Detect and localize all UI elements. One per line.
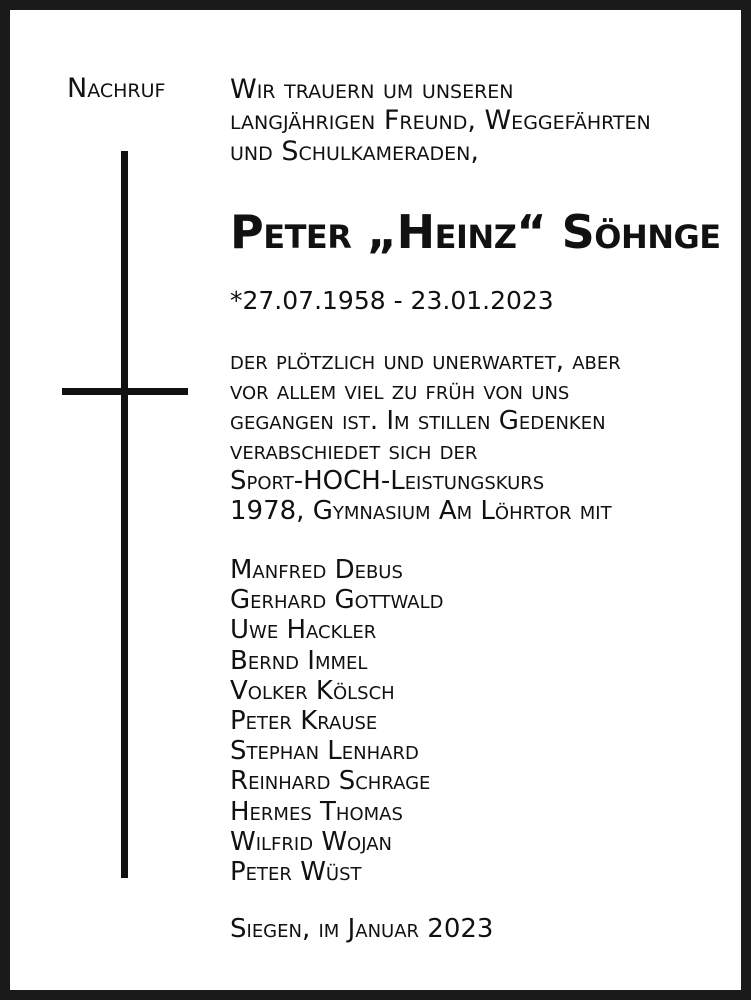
mourner-name: Manfred Debus	[230, 555, 403, 585]
obituary-label: Nachruf	[67, 73, 166, 104]
body-text	[230, 346, 740, 526]
life-dates: *27.07.1958 - 23.01.2023	[230, 286, 554, 315]
mourner-name: Wilfrid Wojan	[230, 826, 392, 857]
mourner-name: Bernd Immel	[230, 645, 368, 676]
cross-vertical-bar	[121, 151, 128, 878]
cross-horizontal-bar	[62, 388, 188, 395]
deceased-name: Peter „Heinz“ Söhnge	[230, 205, 721, 259]
body-line: 1978, Gymnasium Am Löhrtor mit	[230, 496, 612, 526]
mourner-name: Peter Krause	[230, 706, 378, 737]
intro-text	[230, 74, 740, 167]
body-line: vor allem viel zu früh von uns	[230, 376, 570, 406]
body-line: gegangen ist. Im stillen Gedenken	[230, 406, 606, 436]
intro-line: und Schulkameraden,	[230, 136, 479, 167]
mourners-list	[230, 555, 740, 887]
mourner-name: Uwe Hackler	[230, 615, 377, 646]
body-line: verabschiedet sich der	[230, 436, 478, 466]
mourner-name: Hermes Thomas	[230, 796, 403, 827]
mourner-name: Volker Kölsch	[230, 675, 395, 706]
body-line: Sport-HOCH-Leistungskurs	[230, 466, 545, 496]
place-and-date: Siegen, im Januar 2023	[230, 914, 494, 944]
body-line: der plötzlich und unerwartet, aber	[230, 346, 621, 376]
mourner-name: Peter Wüst	[230, 857, 362, 888]
mourner-name: Reinhard Schrage	[230, 766, 431, 797]
mourner-name: Stephan Lenhard	[230, 736, 419, 767]
intro-line: langjährigen Freund, Weggefährten	[230, 105, 651, 136]
intro-line: Wir trauern um unseren	[230, 74, 514, 105]
mourner-name: Gerhard Gottwald	[230, 585, 444, 616]
